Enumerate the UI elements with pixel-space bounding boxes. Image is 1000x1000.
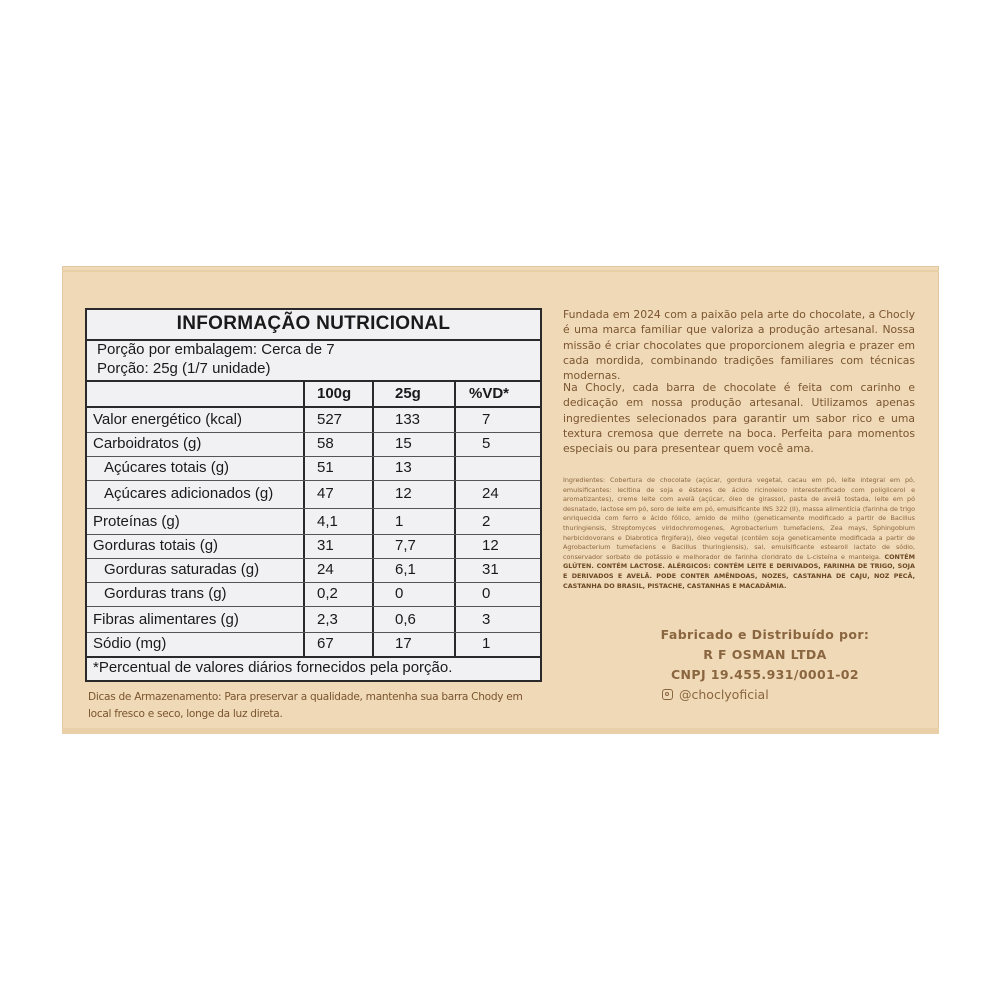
row-label: Proteínas (g) <box>93 513 180 530</box>
footer-rule <box>87 656 540 658</box>
table-row <box>87 608 540 632</box>
value-25g: 133 <box>395 411 421 428</box>
row-label: Valor energético (kcal) <box>93 411 242 428</box>
value-vd: 1 <box>482 635 491 652</box>
table-row <box>87 482 540 506</box>
row-label: Gorduras totais (g) <box>93 537 219 554</box>
value-25g: 0,6 <box>395 611 416 628</box>
value-100g: 2,3 <box>317 611 338 628</box>
row-divider <box>87 606 540 607</box>
manufacturer-heading: Fabricado e Distribuído por: <box>660 627 870 642</box>
table-row <box>87 582 540 606</box>
value-vd: 31 <box>482 561 499 578</box>
value-25g: 1 <box>395 513 404 530</box>
fold-line <box>62 270 939 272</box>
table-row <box>87 510 540 534</box>
value-25g: 17 <box>395 635 412 652</box>
value-100g: 24 <box>317 561 334 578</box>
value-100g: 527 <box>317 411 343 428</box>
ingredients-text: Ingredientes: Cobertura de chocolate (açúcar, gordura vegetal, cacau em pó, leite integral em pó, emulsificantes: lecitina de soja e ésteres de ácido ricinoleico interesterificado com poliglicerol e aromatizantes), creme leite com avelã (açúcar, óleo de girassol, pasta de avelã tostada, leite em pó desnatado, lactose em pó, soro de leite em pó, emulsificante INS 322 (II), massa alimentícia (farinha de trigo enriquecida com ferro e ácido fólico, amido de milho (geneticamente modificado a partir de Bacillus thuringiensis, Streptomyces viridochromogenes, Agrobacterium tumefaciens, Zea mays, Sphingobium herbicidovorans e Diabrotica firgifera)), óleo vegetal (contém soja geneticamente modificada a partir de Agrobacterium tumefaciens e Bacillus thuringiensis), sal, emulsificante estearoil lactato de sódio, conservador sorbato de potássio e melhorador de farinha cloridrato de L-cisteína e manteiga. <box>563 476 915 561</box>
header-25g: 25g <box>395 385 421 402</box>
table-row <box>87 632 540 656</box>
table-row <box>87 408 540 432</box>
nutrition-facts-table <box>85 308 542 682</box>
manufacturer-name: R F OSMAN LTDA <box>703 647 827 662</box>
row-label: Carboidratos (g) <box>93 435 202 452</box>
value-vd: 7 <box>482 411 491 428</box>
value-25g: 0 <box>395 585 404 602</box>
value-vd: 0 <box>482 585 491 602</box>
bottom-edge <box>62 728 939 734</box>
value-25g: 6,1 <box>395 561 416 578</box>
value-100g: 0,2 <box>317 585 338 602</box>
value-vd: 5 <box>482 435 491 452</box>
manufacturer-cnpj: CNPJ 19.455.931/0001-02 <box>670 667 859 682</box>
storage-tips: Dicas de Armazenamento: Para preservar a qualidade, mantenha sua barra Chody em local fresco e seco, longe da luz direta. <box>88 691 523 720</box>
table-row <box>87 558 540 582</box>
row-label: Gorduras saturadas (g) <box>104 561 260 578</box>
value-100g: 31 <box>317 537 334 554</box>
social-handle <box>662 687 769 702</box>
header-100g: 100g <box>317 385 352 402</box>
value-25g: 12 <box>395 485 412 502</box>
row-divider <box>87 508 540 509</box>
value-vd: 2 <box>482 513 491 530</box>
ingredients-block <box>563 476 915 591</box>
brand-story: Fundada em 2024 com a paixão pela arte do chocolate, a Chocly é uma marca familiar que valoriza a produção artesanal. Nossa missão é criar chocolates que proporcionem alegria e prazer em cada mordida, combinando tradições familiares com técnicas modernas. <box>563 308 915 383</box>
serving-size: Porção: 25g (1/7 unidade) <box>97 360 271 377</box>
row-label: Gorduras trans (g) <box>104 585 227 602</box>
value-vd: 24 <box>482 485 499 502</box>
table-row <box>87 432 540 456</box>
header-vd: %VD* <box>469 385 510 402</box>
value-vd: 3 <box>482 611 491 628</box>
value-100g: 51 <box>317 459 334 476</box>
row-label: Sódio (mg) <box>93 635 167 652</box>
serving-per-pack: Porção por embalagem: Cerca de 7 <box>97 341 335 358</box>
manufacturer-info <box>615 625 915 685</box>
header-row <box>87 382 540 406</box>
row-label: Açúcares totais (g) <box>104 459 230 476</box>
brand-description: Na Chocly, cada barra de chocolate é feita com carinho e dedicação em nossa produção artesanal. Utilizamos apenas ingredientes selecionados para garantir um sabor rico e uma textura cremosa que derrete na boca. Perfeita para momentos especiais ou para presentear quem você ama. <box>563 381 915 456</box>
instagram-icon <box>662 689 673 700</box>
row-label: Açúcares adicionados (g) <box>104 485 274 502</box>
instagram-handle: @choclyoficial <box>679 687 769 702</box>
value-vd: 12 <box>482 537 499 554</box>
value-100g: 67 <box>317 635 334 652</box>
value-100g: 58 <box>317 435 334 452</box>
footnote: *Percentual de valores diários fornecidos pela porção. <box>93 659 453 676</box>
allergens-text: CONTÉM GLÚTEN. CONTÉM LACTOSE. ALÉRGICOS: CONTÉM LEITE E DERIVADOS, FARINHA DE TRIGO, SOJA E DERIVADOS E AVELÃ. PODE CONTER AMÊNDOAS, NOZES, CASTANHA DE CAJU, NOZ PECÃ, CASTANHA DO BRASIL, PISTACHE, CASTANHAS E MACADÂMIA. <box>563 552 915 590</box>
nutrition-title: INFORMAÇÃO NUTRICIONAL <box>176 313 451 334</box>
value-25g: 15 <box>395 435 412 452</box>
value-25g: 13 <box>395 459 412 476</box>
row-divider <box>87 480 540 481</box>
row-label: Fibras alimentares (g) <box>93 611 239 628</box>
value-25g: 7,7 <box>395 537 416 554</box>
table-row <box>87 534 540 558</box>
table-row <box>87 456 540 480</box>
value-100g: 47 <box>317 485 334 502</box>
value-100g: 4,1 <box>317 513 338 530</box>
